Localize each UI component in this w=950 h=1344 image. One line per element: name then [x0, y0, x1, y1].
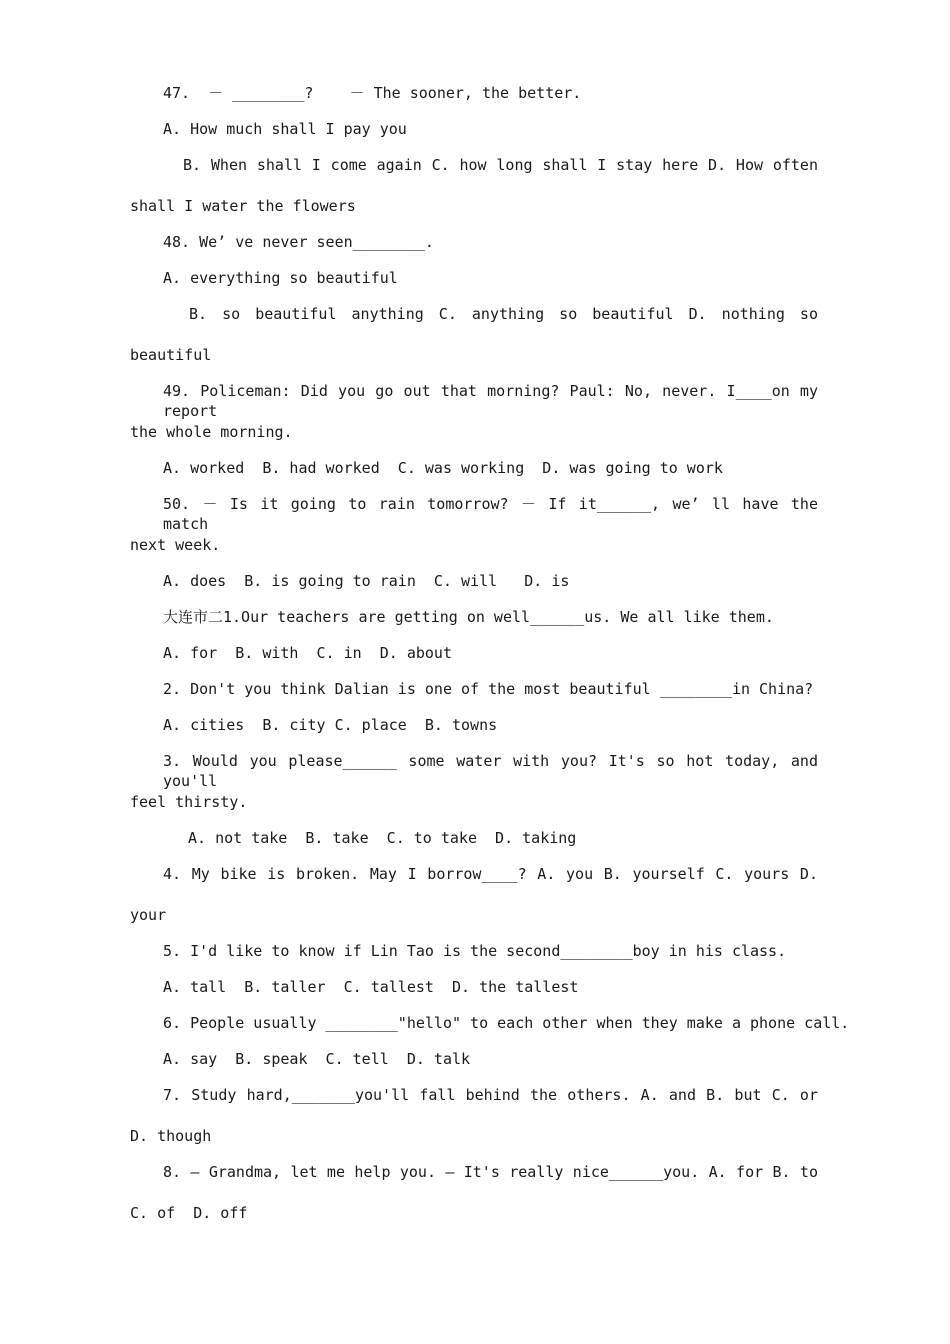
dalian-question-4-stem: 4. My bike is broken. May I borrow____? A. you B. yourself C. yours D. — [163, 865, 818, 883]
question-50-options: A. does B. is going to rain C. will D. is — [163, 572, 570, 590]
question-48-options-cont: beautiful — [130, 346, 212, 364]
dalian-question-8-options-cont: C. of D. off — [130, 1204, 248, 1222]
question-48-options-bcd: B. so beautiful anything C. anything so beautiful D. nothing so — [189, 305, 818, 323]
dalian-question-2-options: A. cities B. city C. place B. towns — [163, 716, 498, 734]
dalian-question-7-options-cont: D. though — [130, 1127, 212, 1145]
dalian-question-3-stem: 3. Would you please______ some water with you? It's so hot today, and you'll — [163, 752, 818, 790]
dalian-question-1-stem: 大连市二1.Our teachers are getting on well______us. We all like them. — [163, 608, 774, 626]
dalian-question-8-stem: 8. — Grandma, let me help you. — It's really nice______you. A. for B. to — [163, 1163, 818, 1181]
dalian-question-2-stem: 2. Don't you think Dalian is one of the most beautiful ________in China? — [163, 680, 814, 698]
dalian-question-5-options: A. tall B. taller C. tallest D. the tallest — [163, 978, 579, 996]
dalian-question-4-options-cont: your — [130, 906, 167, 924]
question-47-option-a: A. How much shall I pay you — [163, 120, 407, 138]
question-47-options-bcd: B. When shall I come again C. how long shall I stay here D. How often — [183, 156, 818, 174]
dalian-question-6-stem: 6. People usually ________"hello" to each other when they make a phone call. — [163, 1014, 850, 1032]
dalian-question-5-stem: 5. I'd like to know if Lin Tao is the second________boy in his class. — [163, 942, 787, 960]
dalian-question-1-options: A. for B. with C. in D. about — [163, 644, 452, 662]
question-49-stem: 49. Policeman: Did you go out that morning? Paul: No, never. I____on my report — [163, 382, 818, 420]
question-47-stem: 47. － ________? － The sooner, the better. — [163, 84, 582, 102]
question-48-stem: 48. We’ ve never seen________. — [163, 233, 434, 251]
question-50-stem: 50. － Is it going to rain tomorrow? － If it______, we’ ll have the match — [163, 495, 818, 533]
question-48-option-a: A. everything so beautiful — [163, 269, 398, 287]
dalian-question-3-options: A. not take B. take C. to take D. taking — [188, 829, 577, 847]
dalian-question-6-options: A. say B. speak C. tell D. talk — [163, 1050, 471, 1068]
question-49-options: A. worked B. had worked C. was working D. was going to work — [163, 459, 723, 477]
dalian-question-7-stem: 7. Study hard,_______you'll fall behind the others. A. and B. but C. or — [163, 1086, 818, 1104]
question-49-stem-cont: the whole morning. — [130, 423, 293, 441]
question-47-options-cont: shall I water the flowers — [130, 197, 356, 215]
question-50-stem-cont: next week. — [130, 536, 221, 554]
dalian-question-3-stem-cont: feel thirsty. — [130, 793, 248, 811]
